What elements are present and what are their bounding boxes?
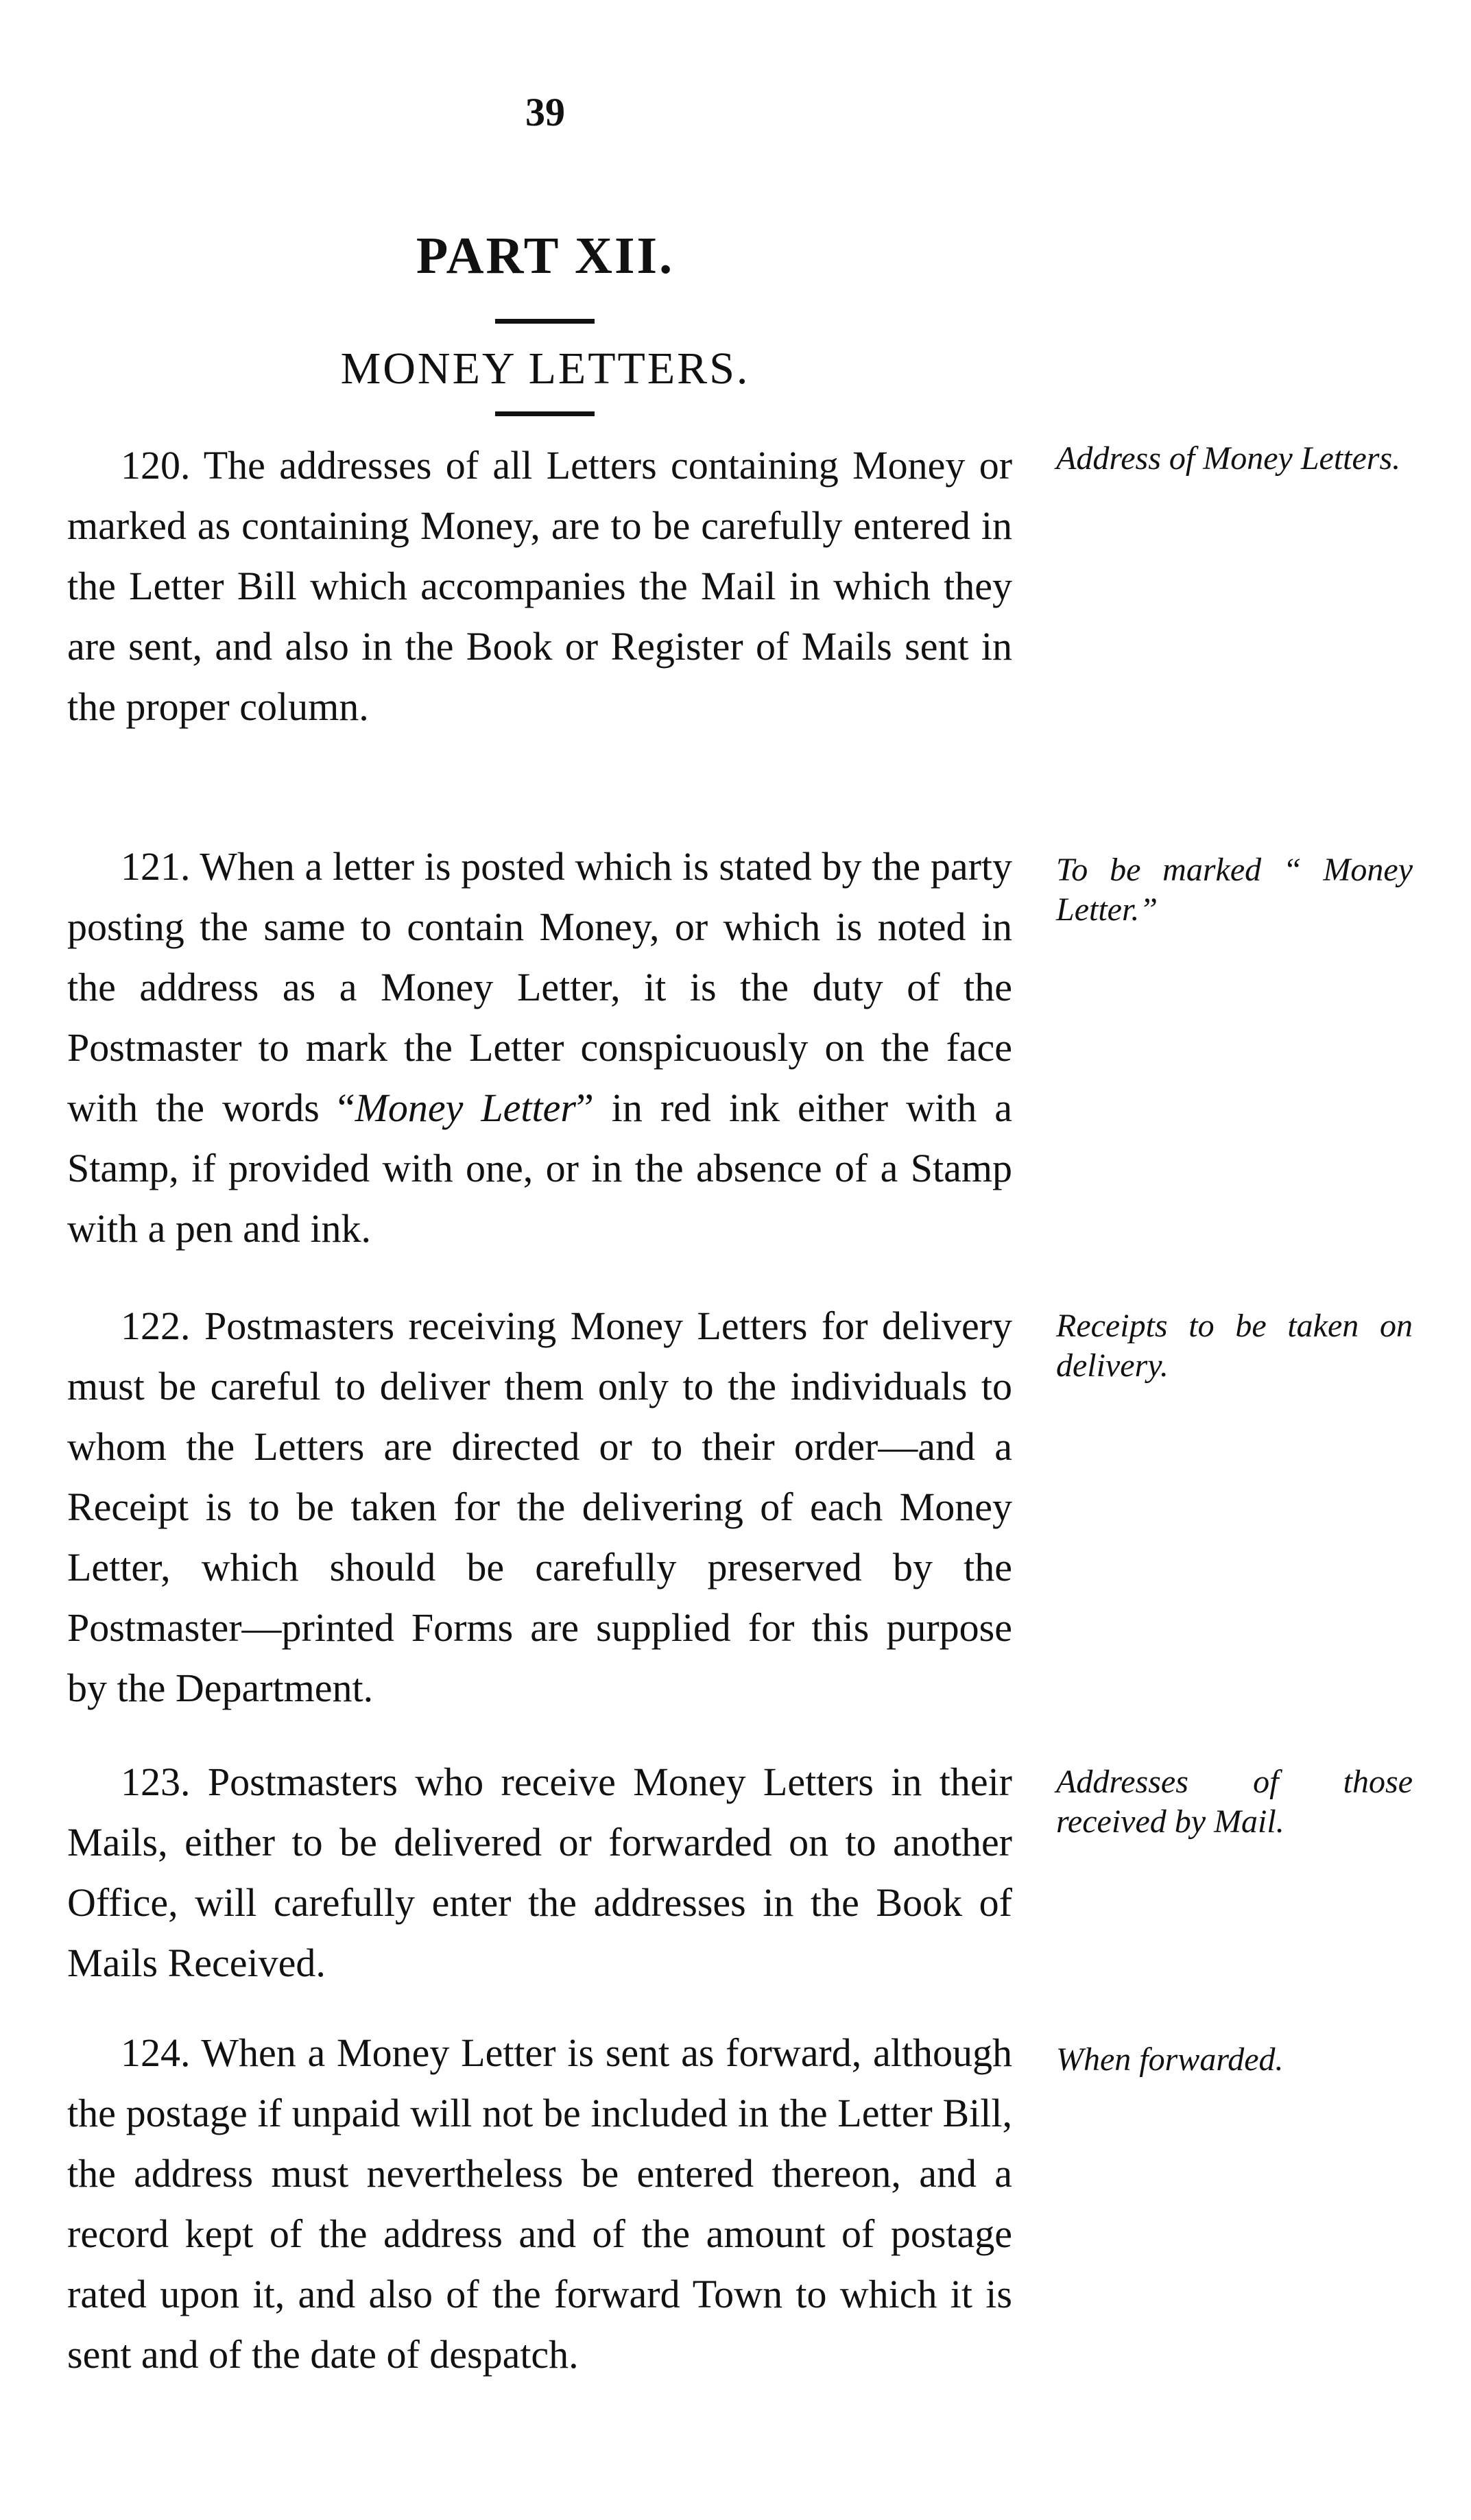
paragraph-number: 121.	[121, 844, 191, 889]
paragraph-number: 123.	[121, 1760, 191, 1804]
part-title: PART XII.	[416, 227, 675, 285]
page-number: 39	[525, 90, 565, 134]
margin-note-123: Addresses of those received by Mail.	[1056, 1764, 1413, 1840]
paragraph-number: 124.	[121, 2030, 191, 2075]
margin-note-121: To be marked “ Money Letter.”	[1056, 852, 1413, 928]
paragraph-122	[67, 1296, 1012, 1718]
paragraph-text: When a letter is posted which is stated by the party posting the same to contain Money, or which is noted in the address as a Money Letter, it is the duty of the Postmaster to mark the Letter conspicuously on the face with the words “	[67, 844, 1013, 1130]
paragraph-text: Postmasters receiving Money Letters for delivery must be careful to deliver them only to the individuals to whom the Letters are directed or to their order—and a Receipt is to be taken for the delivering of each Money Letter, which should be carefully preserved by the Postmaster—printed Forms are supplied for this purpose by the Department.	[67, 1304, 1013, 1710]
margin-note-120: Address of Money Letters.	[1056, 440, 1401, 477]
paragraph-emphasis: Money Letter	[355, 1085, 576, 1130]
paragraph-number: 122.	[121, 1304, 191, 1348]
paragraph-text: The addresses of all Letters containing Money or marked as containing Money, are to be carefully entered in the Letter Bill which accompanies the Mail in which they are sent, and also in the Book or Register of Mails sent in the proper column.	[67, 443, 1013, 729]
paragraph-text-continued: ” in red ink either with a Stamp, if provided with one, or in the absence of a Stamp with a pen and ink.	[67, 1085, 1012, 1251]
paragraph-123	[67, 1752, 1012, 1993]
divider-rule	[495, 411, 595, 416]
margin-note-122: Receipts to be taken on delivery.	[1056, 1308, 1413, 1384]
paragraph-121	[67, 837, 1012, 1259]
paragraph-120	[67, 435, 1012, 737]
paragraph-text: Postmasters who receive Money Letters in their Mails, either to be delivered or forwarded on to another Office, will carefully enter the addresses in the Book of Mails Received.	[67, 1760, 1012, 1985]
paragraph-number: 120.	[121, 443, 191, 488]
section-title: MONEY LETTERS.	[340, 344, 750, 394]
margin-note-124: When forwarded.	[1056, 2041, 1284, 2078]
paragraph-124	[67, 2023, 1012, 2385]
divider-rule	[495, 319, 595, 324]
paragraph-text: When a Money Letter is sent as forward, although the postage if unpaid will not be included in the Letter Bill, the address must nevertheless be entered thereon, and a record kept of the address and of the amount of postage rated upon it, and also of the forward Town to which it is sent and of the date of despatch.	[67, 2030, 1013, 2377]
